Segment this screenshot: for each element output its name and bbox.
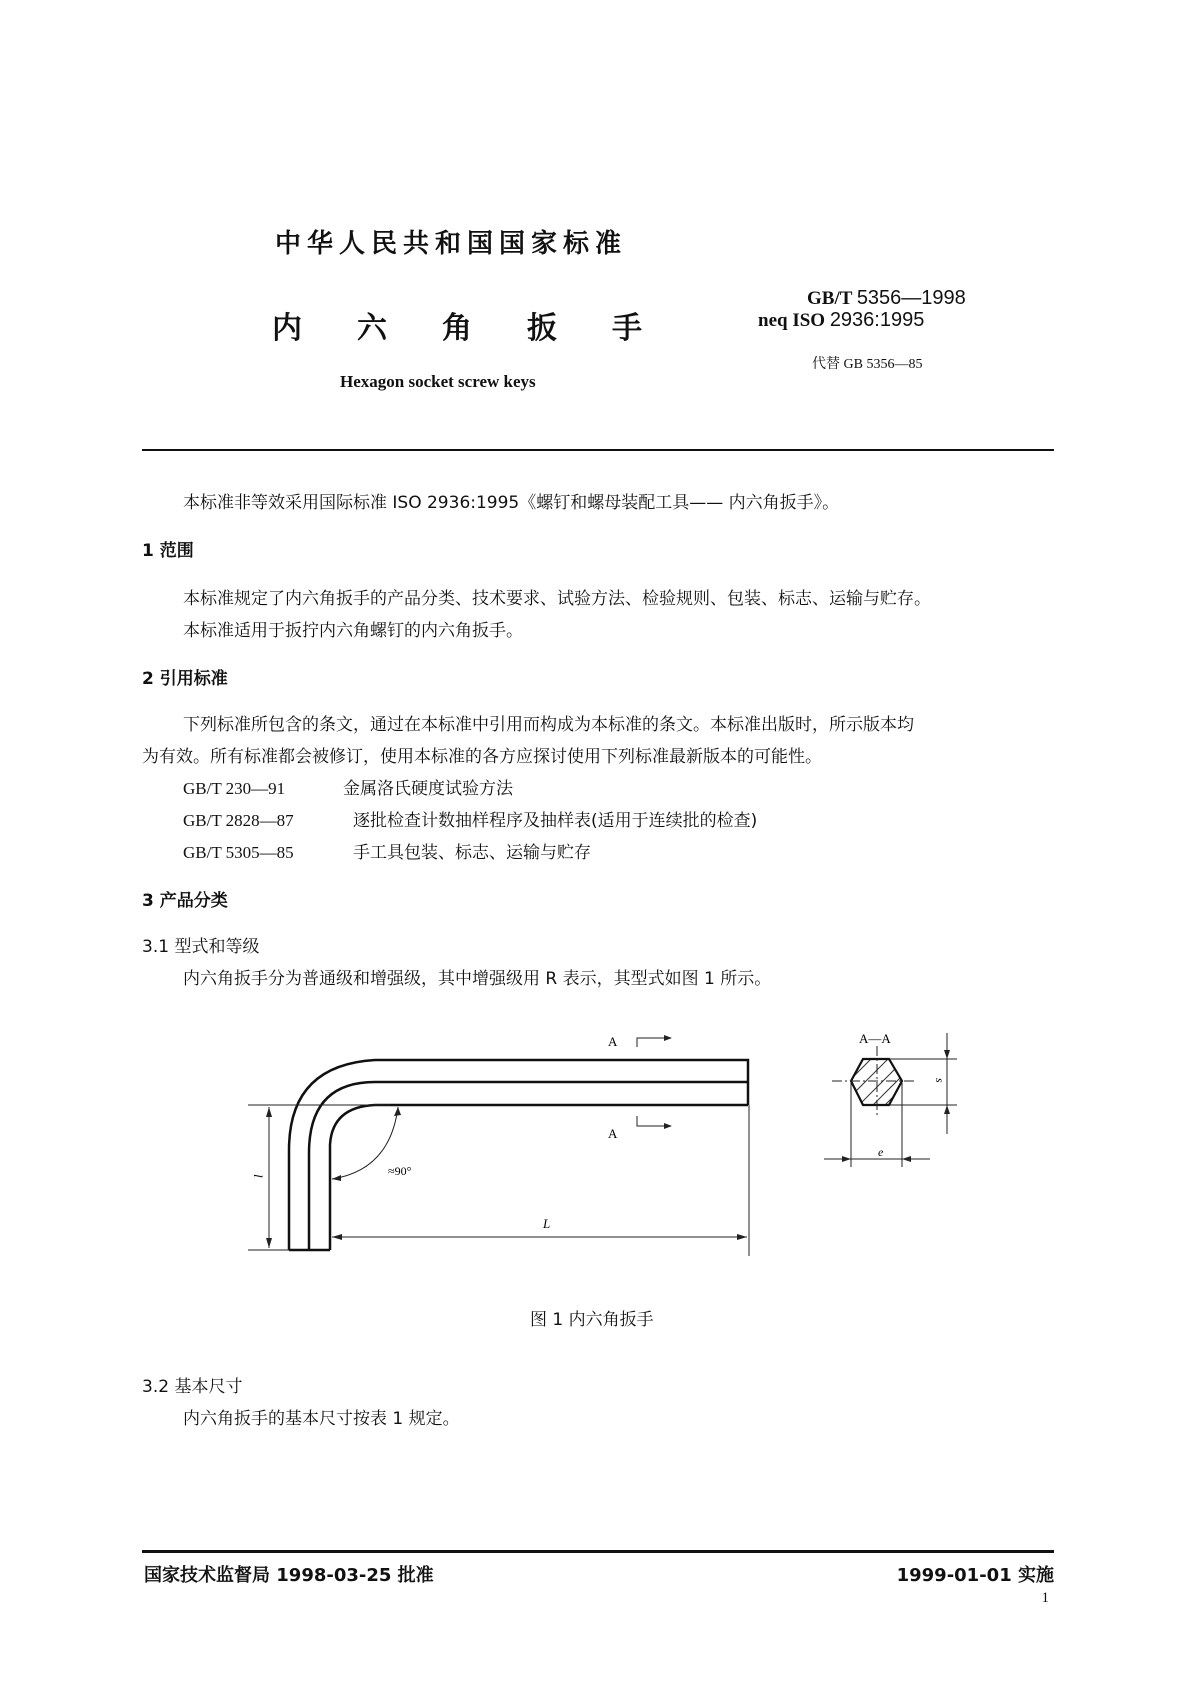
section-heading-references: 2 引用标准	[142, 669, 228, 689]
header-divider	[142, 449, 1054, 451]
title-char: 内	[272, 311, 302, 346]
national-standard-heading: 中华人民共和国国家标准	[275, 229, 628, 259]
reference-title: 逐批检查计数抽样程序及抽样表(适用于连续批的检查)	[353, 811, 758, 831]
length-l-label: l	[251, 1174, 266, 1178]
replaces-standard: 代替 GB 5356—85	[812, 357, 923, 372]
standard-prefix: GB/T	[807, 288, 853, 309]
intro-paragraph: 本标准非等效采用国际标准 ISO 2936:1995《螺钉和螺母装配工具—— 内六角扳手》。	[183, 493, 840, 513]
cross-section-drawing	[800, 1010, 980, 1180]
length-L-label: L	[543, 1216, 551, 1231]
section-heading-classification: 3 产品分类	[142, 891, 228, 911]
reference-code: GB/T 5305—85	[183, 843, 294, 862]
page-number: 1	[1041, 1590, 1049, 1606]
paragraph: 下列标准所包含的条文，通过在本标准中引用而构成为本标准的条文。本标准出版时，所示版本均	[183, 715, 914, 735]
section-mark-label: A	[608, 1126, 618, 1141]
reference-code: GB/T 2828—87	[183, 811, 294, 830]
across-corners-label: e	[878, 1145, 884, 1159]
section-heading-scope: 1 范围	[142, 541, 194, 561]
reference-item	[183, 838, 591, 863]
approval-date: 国家技术监督局 1998-03-25 批准	[144, 1565, 434, 1586]
standard-number	[807, 287, 966, 310]
paragraph: 本标准规定了内六角扳手的产品分类、技术要求、试验方法、检验规则、包装、标志、运输与贮存。	[183, 589, 931, 609]
reference-code: GB/T 230—91	[183, 779, 286, 798]
document-title-en: Hexagon socket screw keys	[340, 372, 536, 391]
implementation-date: 1999-01-01 实施	[896, 1565, 1054, 1586]
equivalence-prefix: neq ISO	[758, 310, 826, 331]
section-title-label: A—A	[859, 1031, 891, 1046]
paragraph: 内六角扳手的基本尺寸按表 1 规定。	[183, 1409, 460, 1429]
equivalence-standard	[758, 309, 924, 332]
angle-label: ≈90°	[388, 1164, 412, 1178]
standard-number-value: 5356—1998	[856, 287, 966, 309]
document-title-cn	[272, 303, 697, 347]
paragraph: 本标准适用于扳拧内六角螺钉的内六角扳手。	[183, 621, 523, 641]
title-char: 六	[357, 311, 387, 346]
reference-item	[183, 774, 513, 799]
paragraph: 内六角扳手分为普通级和增强级，其中增强级用 R 表示，其型式如图 1 所示。	[183, 969, 772, 989]
reference-item	[183, 806, 757, 831]
reference-title: 金属洛氏硬度试验方法	[343, 779, 513, 799]
section-mark-label: A	[608, 1034, 618, 1049]
footer-divider	[142, 1550, 1054, 1553]
title-char: 扳	[527, 311, 557, 346]
figure-caption: 图 1 内六角扳手	[530, 1310, 654, 1330]
across-flats-label: s	[933, 1078, 947, 1083]
subsection-heading-types: 3.1 型式和等级	[142, 937, 260, 957]
subsection-heading-dimensions: 3.2 基本尺寸	[142, 1377, 243, 1397]
title-char: 角	[442, 311, 472, 346]
reference-title: 手工具包装、标志、运输与贮存	[353, 843, 591, 863]
title-char: 手	[612, 311, 642, 346]
equivalence-number: 2936:1995	[829, 309, 925, 331]
paragraph: 为有效。所有标准都会被修订，使用本标准的各方应探讨使用下列标准最新版本的可能性。	[142, 747, 822, 767]
